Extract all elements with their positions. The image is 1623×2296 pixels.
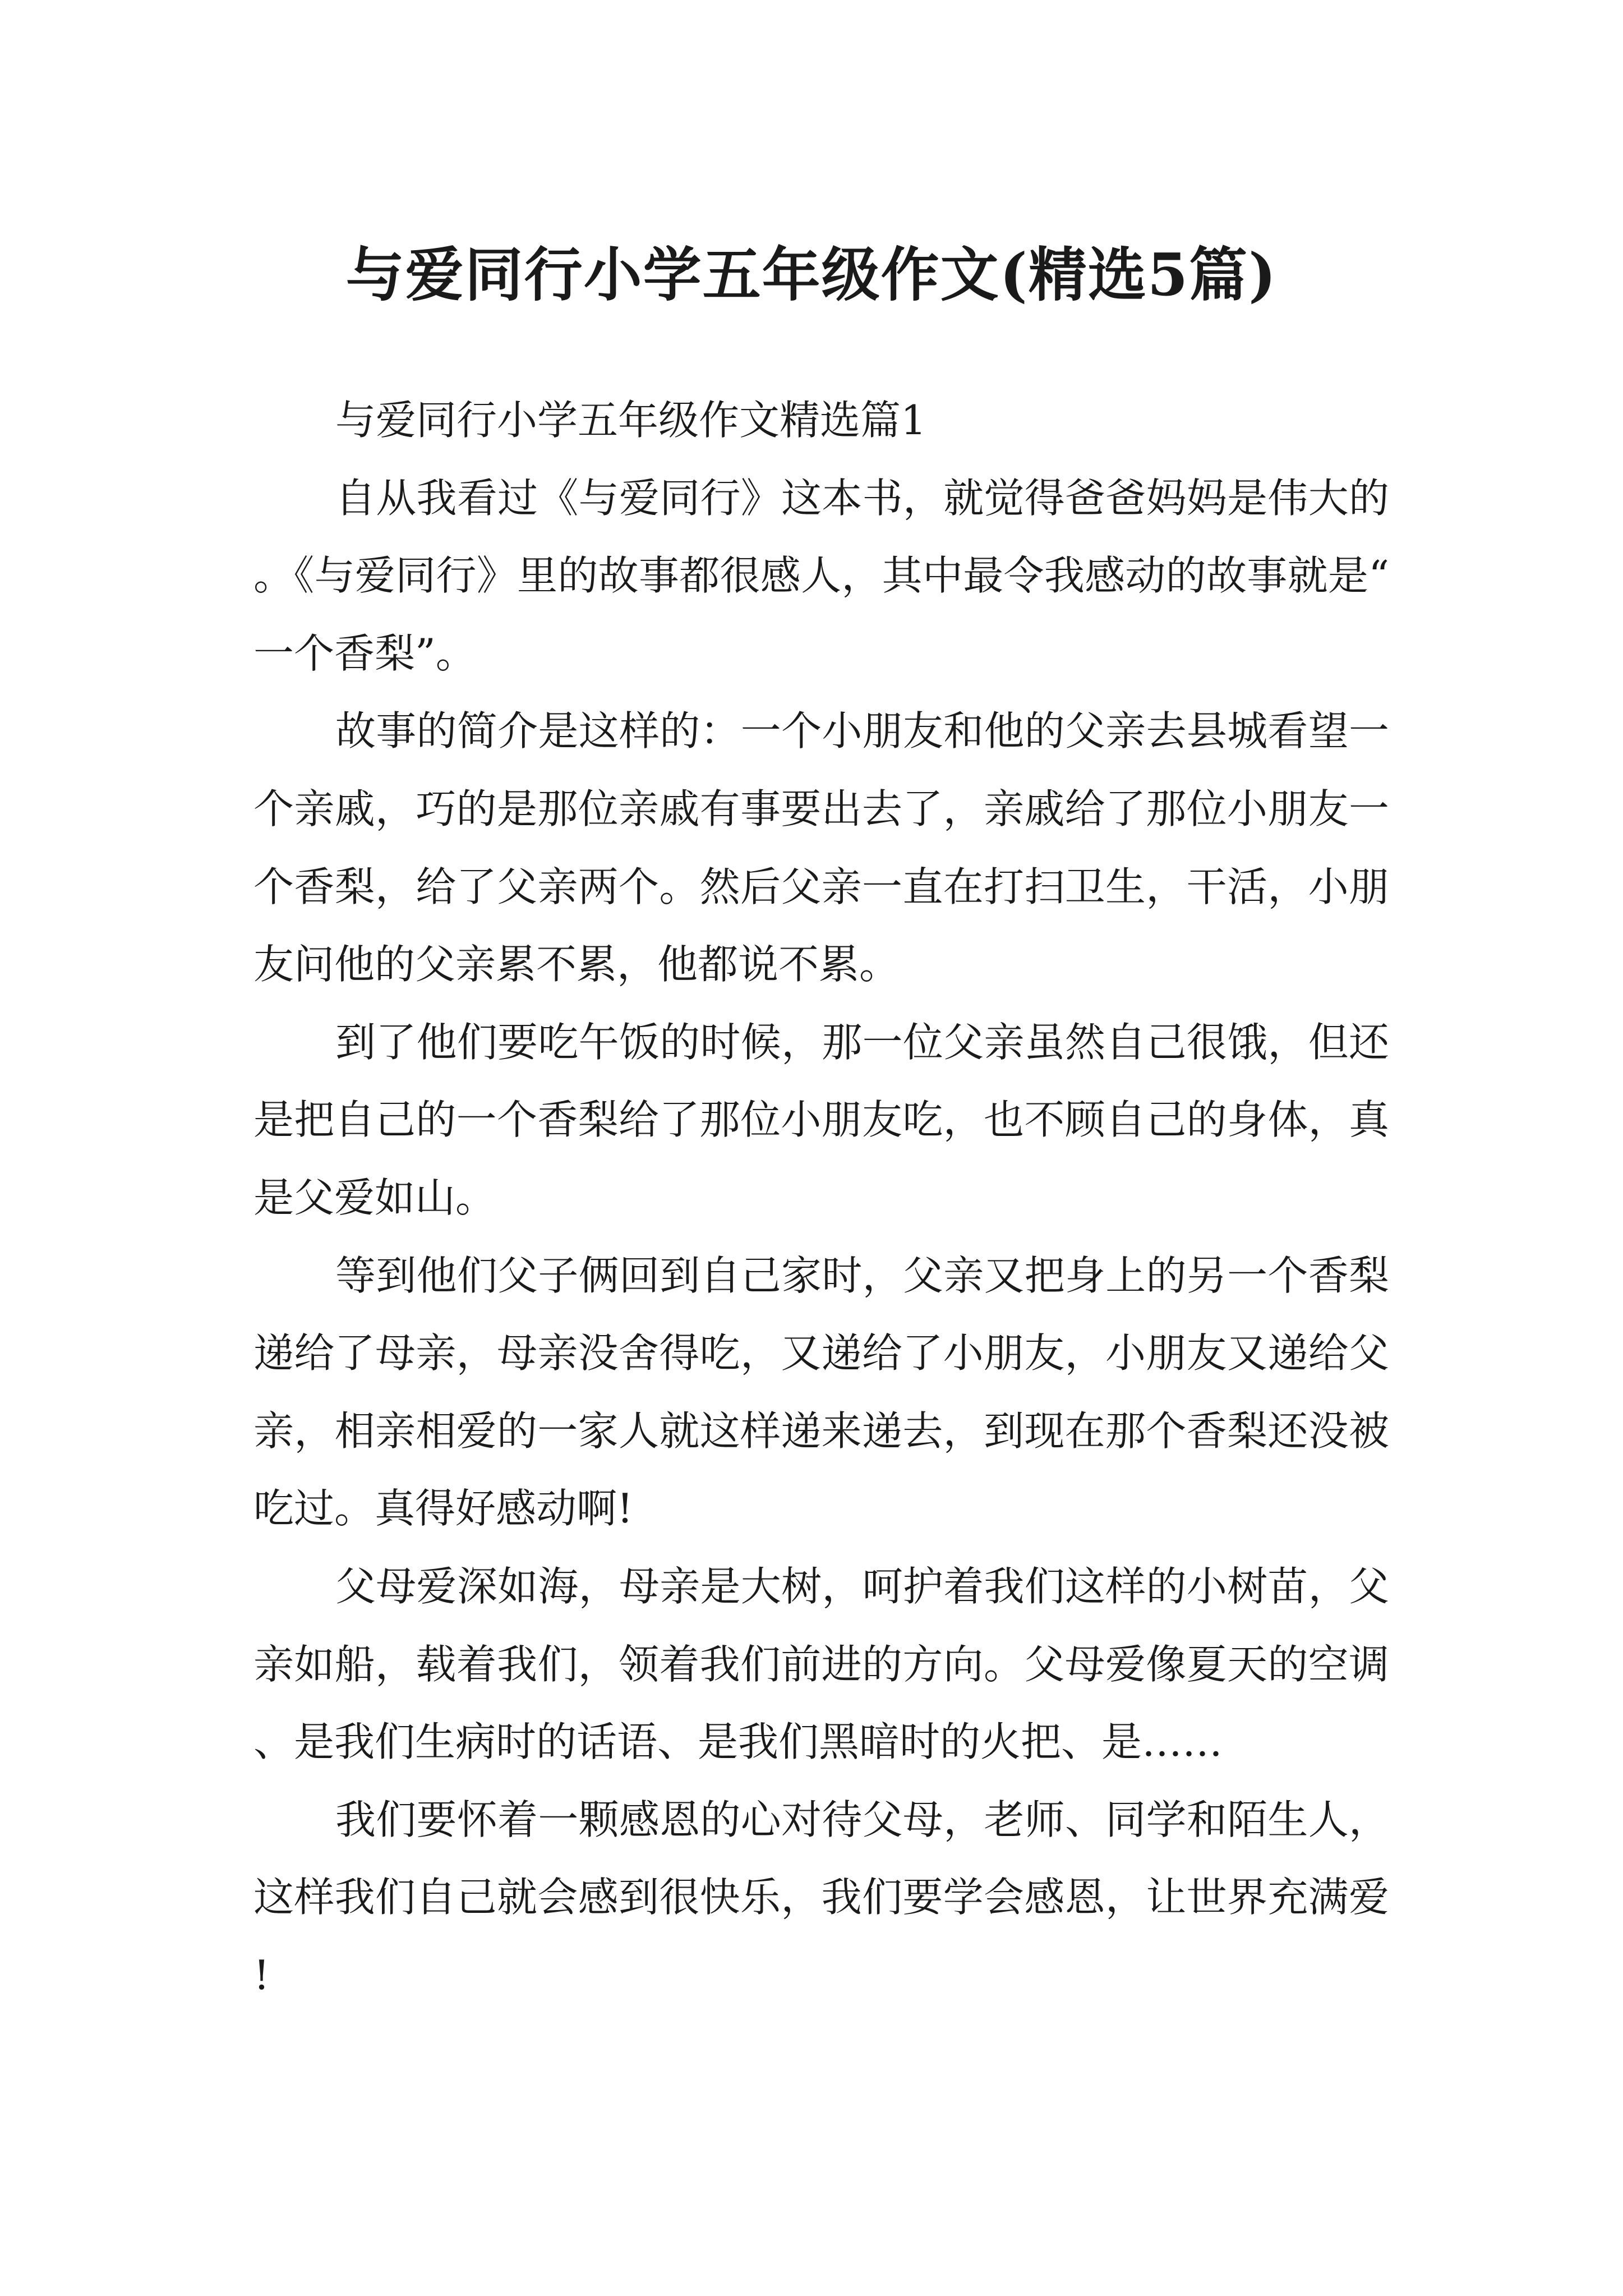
paragraph-2: 故事的简介是这样的：一个小朋友和他的父亲去县城看望一个亲戚，巧的是那位亲戚有事要出去了，亲戚给了那位小朋友一个香梨，给了父亲两个。然后父亲一直在打扫卫生，干活，小朋友问他的父亲累不累，他都说不累。: [253, 707, 1389, 988]
document-body: [253, 381, 1389, 2014]
section-heading: 与爱同行小学五年级作文精选篇1: [335, 397, 926, 444]
paragraph-1: 自从我看过《与爱同行》这本书，就觉得爸爸妈妈是伟大的。《与爱同行》里的故事都很感人，其中最令我感动的故事就是“一个香梨”。: [253, 474, 1389, 677]
document-title: 与爱同行小学五年级作文(精选5篇): [345, 240, 1278, 309]
paragraph-5: 父母爱深如海，母亲是大树，呵护着我们这样的小树苗，父亲如船，载着我们，领着我们前进的方向。父母爱像夏天的空调、是我们生病时的话语、是我们黑暗时的火把、是……: [253, 1562, 1389, 1766]
paragraph-6: 我们要怀着一颗感恩的心对待父母，老师、同学和陌生人，这样我们自己就会感到很快乐，我们要学会感恩，让世界充满爱!: [253, 1796, 1389, 1999]
paragraph-3: 到了他们要吃午饭的时候，那一位父亲虽然自己很饿，但还是把自己的一个香梨给了那位小朋友吃，也不顾自己的身体，真是父爱如山。: [253, 1018, 1389, 1221]
paragraph-4: 等到他们父子俩回到自己家时，父亲又把身上的另一个香梨递给了母亲，母亲没舍得吃，又递给了小朋友，小朋友又递给父亲，相亲相爱的一家人就这样递来递去，到现在那个香梨还没被吃过。真得好感动啊!: [253, 1251, 1389, 1533]
